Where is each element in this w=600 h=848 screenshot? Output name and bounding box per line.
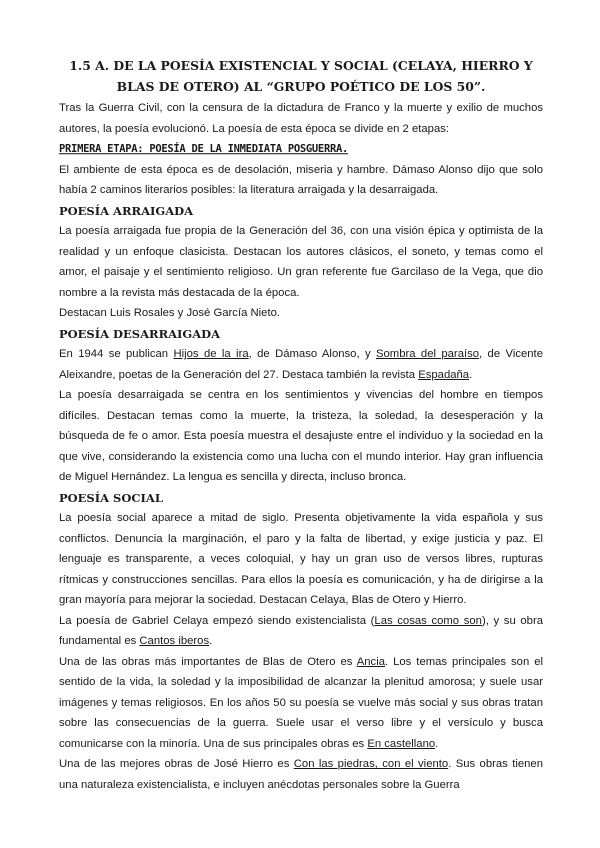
document-page [59,55,543,795]
text-run: ), y su obra fundamental es [59,614,543,647]
arraigada-heading: POESÍA ARRAIGADA [59,203,194,218]
work-title-sombra-del-paraiso: Sombra del paraíso [375,348,480,360]
work-title-espadana: Espadaña [418,368,470,381]
work-title-cantos-iberos: Cantos iberos [139,635,210,647]
text-run: , de Vicente Aleixandre, poetas de la Generación del 27. Destaca también la revista [59,348,543,381]
desarraigada-heading: POESÍA DESARRAIGADA [59,326,221,341]
social-heading: POESÍA SOCIAL [59,490,163,505]
work-title-ancia: Ancia [356,655,385,668]
document-title: 1.5 A. DE LA POESÍA EXISTENCIAL Y SOCIAL (CELAYA, HIERRO Y BLAS DE OTERO) AL “GRUPO POÉTICO DE LOS 50”. [69,58,533,94]
desarraigada-paragraph-1 [59,344,543,385]
text-run: . Los temas principales son el sentido de la vida, la soledad y la imposibilidad de alcanzar la plenitud amorosa; y suele usar imágenes y temas religiosos. En los años 50 su poesía se vuelve más social y sus obras tratan sobre las consecuencias de la guerra. Suele usar el verso libre y el versículo y busca comunicarse con la minoría. Una de sus principales obras es [59,655,543,750]
stage-heading: PRIMERA ETAPA: POESÍA DE LA INMEDIATA POSGUERRA. [59,142,349,156]
hierro-paragraph [59,754,543,795]
stage-paragraph: El ambiente de esta época es de desolación, miseria y hambre. Dámaso Alonso dijo que solo había 2 caminos literarios posibles: la literatura arraigada y la desarraigada. [59,163,543,196]
text-run: . Sus obras tienen una naturaleza existencialista, e incluyen anécdotas personales sobre la Guerra [59,758,543,791]
text-run: La poesía de Gabriel Celaya empezó siendo existencialista ( [59,614,375,627]
work-title-las-cosas-como-son: Las cosas como son [374,614,482,627]
desarraigada-paragraph-2: La poesía desarraigada se centra en los sentimientos y vivencias del hombre en tiempos difíciles. Destacan temas como la muerte, la tristeza, la soledad, la desesperación y la búsqueda de fe o amor. Esta poesía muestra el desajuste entre el individuo y la sociedad en la que vive, considerando la existencia como una lucha con el mundo interior. Hay gran influencia de Miguel Hernández. La lengua es sencilla y directa, incluso bronca. [59,389,543,483]
text-run: Una de las mejores obras de José Hierro es [59,758,294,770]
text-run: En 1944 se publican [59,348,174,360]
arraigada-authors: Destacan Luis Rosales y José García Nieto. [59,307,281,319]
text-run: Una de las obras más importantes de Blas de Otero es [59,655,357,668]
intro-paragraph: Tras la Guerra Civil, con la censura de la dictadura de Franco y la muerte y exilio de muchos autores, la poesía evolucionó. La poesía de esta época se divide en 2 etapas: [59,102,543,135]
stage-heading-line [59,139,543,160]
work-title-con-las-piedras: Con las piedras, con el viento [293,758,449,770]
text-run: , de Dámaso Alonso, y [248,348,376,360]
text-run: . [209,635,213,647]
otero-paragraph [59,652,543,755]
work-title-en-castellano: En castellano [367,737,436,750]
text-run: . [469,368,473,381]
work-title-hijos-de-la-ira: Hijos de la ira [173,348,249,360]
text-run: . [435,737,439,750]
social-paragraph-1: La poesía social aparece a mitad de siglo. Presenta objetivamente la vida española y sus conflictos. Denuncia la marginación, el paro y la falta de libertad, y exige justicia y paz. El lenguaje es transparente, a veces coloquial, y hay un gran uso de versos libres, rupturas rítmicas y construcciones sencillas. Para ellos la poesía es comunicación, y ha de dirigirse a la gran mayoría para mejorar la sociedad. Destacan Celaya, Blas de Otero y Hierro. [59,512,543,606]
celaya-paragraph [59,611,543,652]
arraigada-paragraph: La poesía arraigada fue propia de la Generación del 36, con una visión épica y optimista de la realidad y un enfoque clasicista. Destacan los autores clásicos, el soneto, y temas como el amor, el paisaje y el sentimiento religioso. Un gran referente fue Garcilaso de la Vega, que dio nombre a la revista más destacada de la época. [59,225,543,299]
